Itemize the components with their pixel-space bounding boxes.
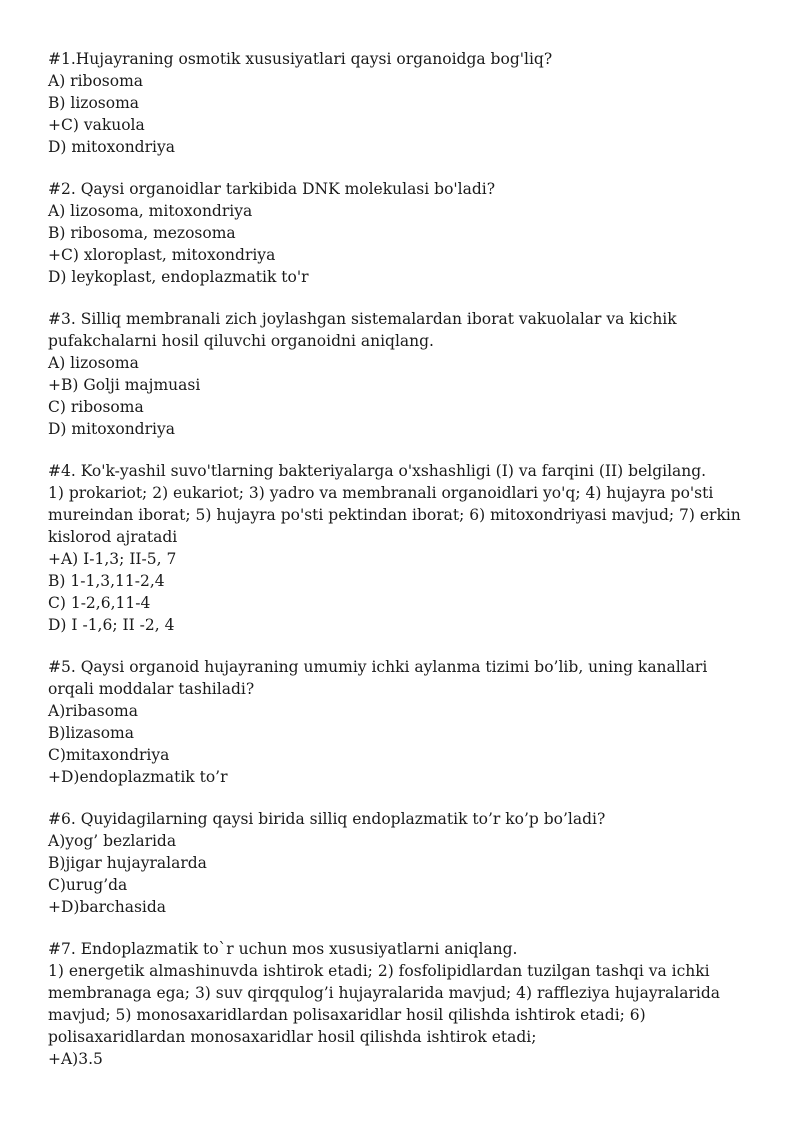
answer-option: D) I -1,6; II -2, 4 (48, 616, 175, 634)
question-6 (48, 808, 758, 918)
answer-option: +D)barchasida (48, 898, 167, 916)
question-text: #6. Quyidagilarning qaysi birida silliq endoplazmatik to’r ko’p bo’ladi? (48, 810, 606, 828)
question-text: #7. Endoplazmatik to`r uchun mos xususiyatlarni aniqlang. (48, 940, 518, 958)
answer-option: A) ribosoma (48, 72, 144, 90)
document-page (48, 48, 758, 1090)
answer-option: B) ribosoma, mezosoma (48, 224, 236, 242)
question-4 (48, 460, 758, 636)
question-text: #4. Ko'k-yashil suvo'tlarning bakteriyalarga o'xshashligi (I) va farqini (II) belgilang. (48, 462, 707, 480)
question-text: #5. Qaysi organoid hujayraning umumiy ichki aylanma tizimi bo’lib, uning kanallari orqali moddalar tashiladi? (48, 658, 708, 698)
question-text: #3. Silliq membranali zich joylashgan sistemalardan iborat vakuolalar va kichik pufakchalarni hosil qiluvchi organoidni aniqlang. (48, 310, 677, 350)
answer-option: D) leykoplast, endoplazmatik to'r (48, 268, 309, 286)
answer-option: +C) xloroplast, mitoxondriya (48, 246, 276, 264)
answer-option: A) lizosoma (48, 354, 139, 372)
answer-option: +B) Golji majmuasi (48, 376, 201, 394)
answer-option: C) ribosoma (48, 398, 144, 416)
answer-option: B) 1-1,3,11-2,4 (48, 572, 165, 590)
answer-option: +C) vakuola (48, 116, 145, 134)
answer-option: D) mitoxondriya (48, 138, 175, 156)
answer-option: A) lizosoma, mitoxondriya (48, 202, 253, 220)
answer-option: D) mitoxondriya (48, 420, 175, 438)
answer-option: +A)3.5 (48, 1050, 103, 1068)
question-statements: 1) prokariot; 2) eukariot; 3) yadro va membranali organoidlari yo'q; 4) hujayra po'sti mureindan iborat; 5) hujayra po'sti pektindan iborat; 6) mitoxondriyasi mavjud; 7) erkin kislorod ajratadi (48, 484, 741, 546)
question-2 (48, 178, 758, 288)
question-text: #2. Qaysi organoidlar tarkibida DNK molekulasi bo'ladi? (48, 180, 496, 198)
question-text: #1.Hujayraning osmotik xususiyatlari qaysi organoidga bog'liq? (48, 50, 553, 68)
question-3 (48, 308, 758, 440)
answer-option: B)lizasoma (48, 724, 134, 742)
question-1 (48, 48, 758, 158)
question-5 (48, 656, 758, 788)
answer-option: A)yog’ bezlarida (48, 832, 177, 850)
question-statements: 1) energetik almashinuvda ishtirok etadi; 2) fosfolipidlardan tuzilgan tashqi va ichki membranaga ega; 3) suv qirqqulog’i hujayralarida mavjud; 4) raffleziya hujayralarida mavjud; 5) monosaxaridlardan polisaxaridlar hosil qilishda ishtirok etadi; 6) polisaxaridlardan monosaxaridlar hosil qilishda ishtirok etadi; (48, 962, 720, 1046)
answer-option: C)urug’da (48, 876, 128, 894)
answer-option: +A) I-1,3; II-5, 7 (48, 550, 177, 568)
question-7 (48, 938, 758, 1070)
answer-option: C)mitaxondriya (48, 746, 170, 764)
answer-option: +D)endoplazmatik to’r (48, 768, 228, 786)
answer-option: B) lizosoma (48, 94, 140, 112)
answer-option: A)ribasoma (48, 702, 138, 720)
answer-option: B)jigar hujayralarda (48, 854, 207, 872)
answer-option: C) 1-2,6,11-4 (48, 594, 151, 612)
